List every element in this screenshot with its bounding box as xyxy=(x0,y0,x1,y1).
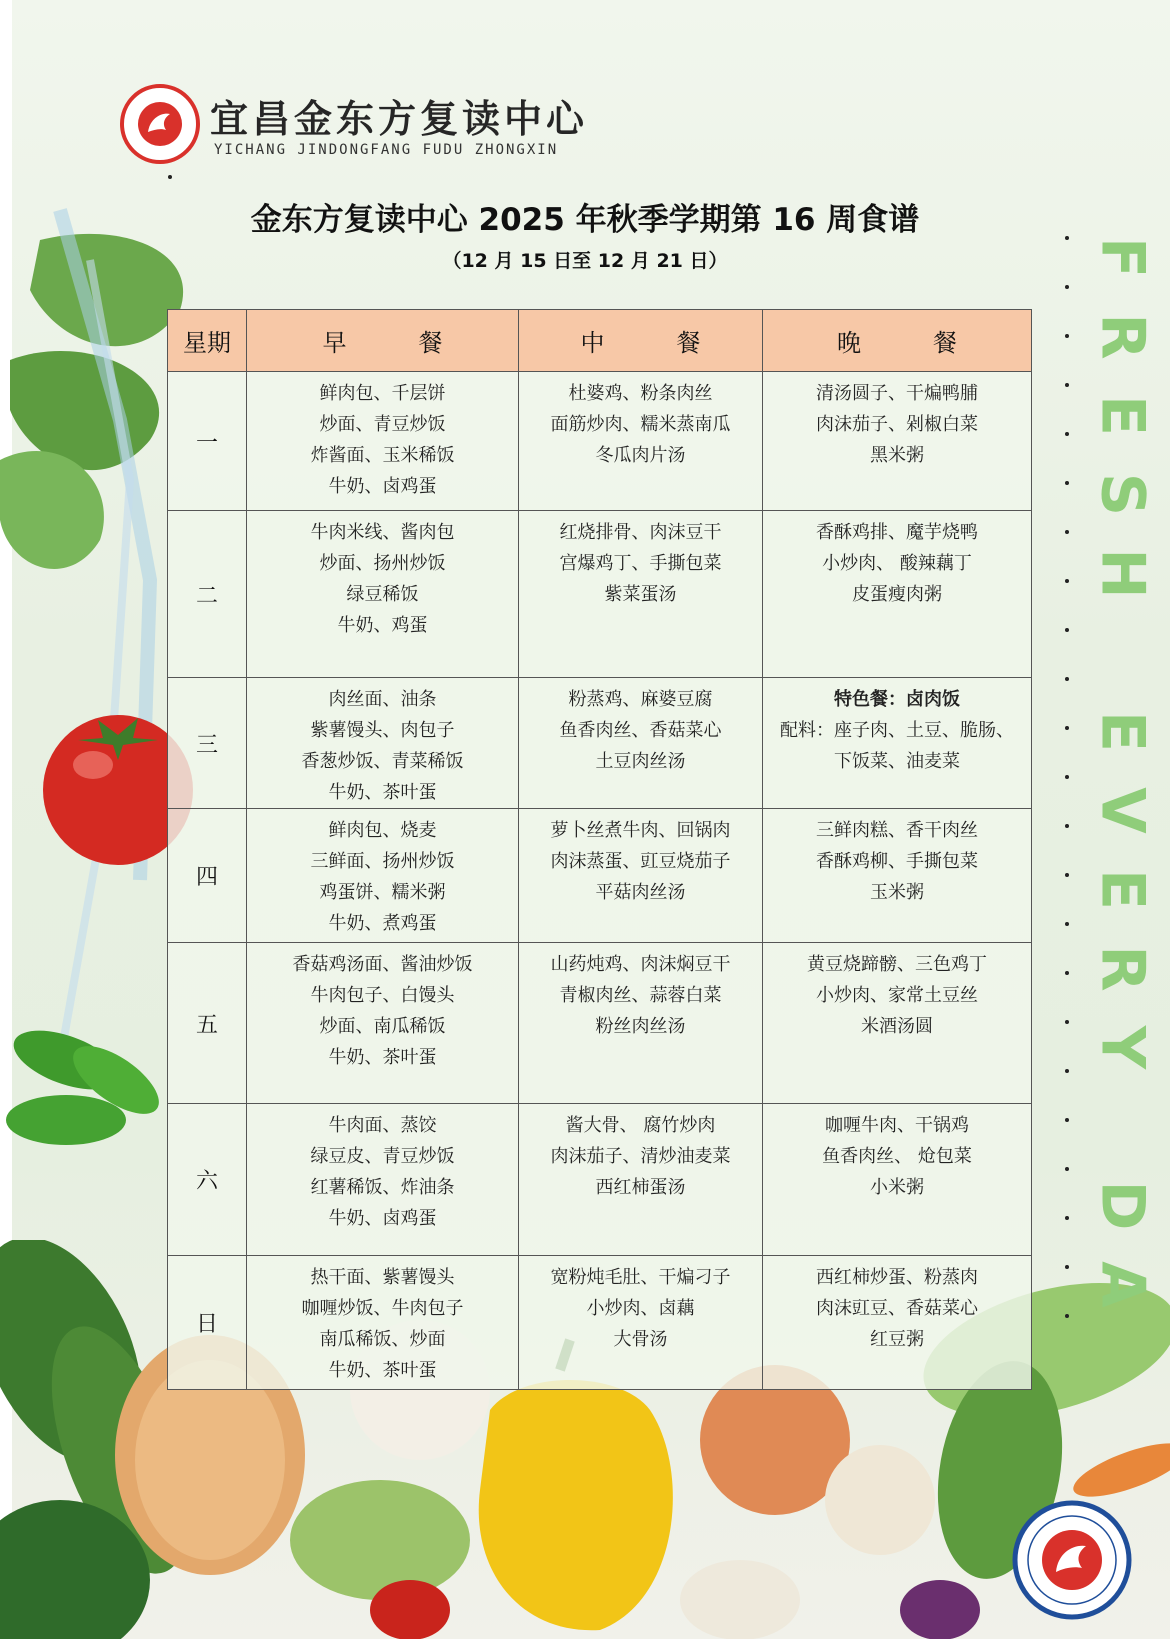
header-dinner: 晚 餐 xyxy=(763,310,1032,372)
dish-line: 三鲜面、扬州炒饭 xyxy=(310,851,455,872)
dish-line: 小炒肉、 酸辣藕丁 xyxy=(822,553,972,574)
dish-line: 牛肉包子、白馒头 xyxy=(310,985,455,1006)
dish-line: 小米粥 xyxy=(870,1177,924,1198)
weekly-menu-table xyxy=(167,309,1032,1390)
dish-line: 炸酱面、玉米稀饭 xyxy=(310,445,455,466)
dish-line: 肉沫茄子、清炒油麦菜 xyxy=(550,1146,731,1167)
table-header-row xyxy=(168,310,1032,372)
side-letter: Y xyxy=(1087,1025,1158,1070)
table-row xyxy=(168,678,1032,809)
dish-line: 大骨汤 xyxy=(613,1329,668,1350)
weekday-cell: 六 xyxy=(168,1104,247,1256)
table-row xyxy=(168,809,1032,943)
dish-line: 山药炖鸡、肉沫焖豆干 xyxy=(550,954,731,975)
dish-line: 炒面、南瓜稀饭 xyxy=(319,1016,446,1037)
dish-line: 三鲜肉糕、香干肉丝 xyxy=(816,820,978,841)
header-lunch: 中 餐 xyxy=(519,310,763,372)
dish-line: 粉丝肉丝汤 xyxy=(595,1016,686,1037)
dish-line: 面筋炒肉、糯米蒸南瓜 xyxy=(550,414,731,435)
dish-line: 牛肉面、蒸饺 xyxy=(328,1115,437,1136)
side-letter: H xyxy=(1087,548,1158,599)
dish-line: 玉米粥 xyxy=(870,882,924,903)
dish-line: 红薯稀饭、炸油条 xyxy=(310,1177,455,1198)
dish-line: 紫薯馒头、肉包子 xyxy=(310,720,455,741)
dinner-cell xyxy=(763,943,1032,1104)
side-letter: E xyxy=(1087,395,1158,436)
dish-line: 绿豆皮、青豆炒饭 xyxy=(310,1146,455,1167)
dish-line: 酱大骨、 腐竹炒肉 xyxy=(565,1115,716,1136)
side-letter: R xyxy=(1087,313,1158,360)
weekday-cell: 一 xyxy=(168,372,247,511)
table-row xyxy=(168,943,1032,1104)
dish-line: 黑米粥 xyxy=(870,445,924,466)
dish-line: 皮蛋瘦肉粥 xyxy=(852,584,942,605)
dish-line: 牛奶、卤鸡蛋 xyxy=(328,1208,437,1229)
special-meal-label: 特色餐：卤肉饭 xyxy=(834,689,960,710)
dish-line: 清汤圆子、干煸鸭脯 xyxy=(816,383,978,404)
page-title: 金东方复读中心 2025 年秋季学期第 16 周食谱 xyxy=(250,202,920,238)
side-letter: S xyxy=(1087,472,1158,517)
dish-line: 咖喱炒饭、牛肉包子 xyxy=(301,1298,464,1319)
education-group-logo xyxy=(1012,1500,1132,1620)
green-pepper-decoration xyxy=(6,1010,176,1160)
breakfast-cell xyxy=(247,1256,519,1390)
dish-line: 下饭菜、油麦菜 xyxy=(834,751,960,772)
side-letter xyxy=(1083,1087,1162,1167)
dinner-cell xyxy=(763,372,1032,511)
dish-line: 香酥鸡柳、手撕包菜 xyxy=(816,851,978,872)
side-letter: V xyxy=(1087,787,1158,834)
dish-line: 小炒肉、家常土豆丝 xyxy=(816,985,978,1006)
dish-line: 青椒肉丝、蒜蓉白菜 xyxy=(559,985,722,1006)
dish-line: 鲜肉包、烧麦 xyxy=(328,820,437,841)
side-letter: D xyxy=(1087,1180,1158,1231)
dinner-cell xyxy=(763,511,1032,678)
weekday-cell: 五 xyxy=(168,943,247,1104)
lunch-cell xyxy=(519,1256,763,1390)
dish-line: 鸡蛋饼、糯米粥 xyxy=(319,882,446,903)
dish-line: 平菇肉丝汤 xyxy=(595,882,686,903)
weekday-cell: 二 xyxy=(168,511,247,678)
dish-line: 牛肉米线、酱肉包 xyxy=(310,522,455,543)
dish-line: 绿豆稀饭 xyxy=(346,584,419,605)
dish-line: 黄豆烧蹄髈、三色鸡丁 xyxy=(807,954,987,975)
dish-line: 香葱炒饭、青菜稀饭 xyxy=(301,751,464,772)
dinner-cell xyxy=(763,809,1032,943)
header-weekday: 星期 xyxy=(168,310,247,372)
brand-name-en: YICHANG JINDONGFANG FUDU ZHONGXIN xyxy=(214,142,559,158)
dish-line: 牛奶、茶叶蛋 xyxy=(328,1360,437,1381)
dish-line: 肉沫蒸蛋、豇豆烧茄子 xyxy=(550,851,731,872)
breakfast-cell xyxy=(247,809,519,943)
side-letter: E xyxy=(1087,711,1158,752)
breakfast-cell xyxy=(247,678,519,809)
dish-line: 牛奶、茶叶蛋 xyxy=(328,1047,437,1068)
breakfast-cell xyxy=(247,943,519,1104)
left-dots xyxy=(168,175,174,224)
table-row xyxy=(168,1256,1032,1390)
weekday-cell: 日 xyxy=(168,1256,247,1390)
breakfast-cell xyxy=(247,1104,519,1256)
dish-line: 炒面、扬州炒饭 xyxy=(319,553,446,574)
date-range: （12 月 15 日至 12 月 21 日） xyxy=(442,250,728,272)
dish-line: 萝卜丝煮牛肉、回锅肉 xyxy=(550,820,731,841)
side-letter: E xyxy=(1087,869,1158,910)
dish-line: 肉丝面、油条 xyxy=(328,689,437,710)
dish-line: 杜婆鸡、粉条肉丝 xyxy=(568,383,713,404)
dish-line: 宫爆鸡丁、手撕包菜 xyxy=(559,553,722,574)
breakfast-cell xyxy=(247,511,519,678)
dish-line: 牛奶、鸡蛋 xyxy=(337,615,428,636)
lunch-cell xyxy=(519,372,763,511)
dish-line: 米酒汤圆 xyxy=(861,1016,933,1037)
dish-line: 咖喱牛肉、干锅鸡 xyxy=(825,1115,969,1136)
dish-line: 红豆粥 xyxy=(870,1329,924,1350)
dish-line: 南瓜稀饭、炒面 xyxy=(319,1329,446,1350)
dish-line: 小炒肉、卤藕 xyxy=(586,1298,695,1319)
table-row xyxy=(168,511,1032,678)
dish-line: 西红柿蛋汤 xyxy=(595,1177,686,1198)
lunch-cell xyxy=(519,678,763,809)
dish-line: 紫菜蛋汤 xyxy=(604,584,677,605)
dish-line: 宽粉炖毛肚、干煸刁子 xyxy=(550,1267,731,1288)
lunch-cell xyxy=(519,511,763,678)
dish-line: 炒面、青豆炒饭 xyxy=(319,414,446,435)
header-breakfast: 早 餐 xyxy=(247,310,519,372)
brand-name-cn: 宜昌金东方复读中心 xyxy=(210,96,589,141)
dish-line: 红烧排骨、肉沫豆干 xyxy=(559,522,722,543)
dish-line: 配料：座子肉、土豆、脆肠、 xyxy=(780,720,1014,741)
dish-line: 西红柿炒蛋、粉蒸肉 xyxy=(816,1267,978,1288)
lunch-cell xyxy=(519,1104,763,1256)
side-fresh-every-day-text xyxy=(1082,218,1162,1468)
breakfast-cell xyxy=(247,372,519,511)
dinner-cell xyxy=(763,678,1032,809)
dinner-cell xyxy=(763,1256,1032,1390)
table-row xyxy=(168,1104,1032,1256)
dish-line: 牛奶、煮鸡蛋 xyxy=(328,913,437,934)
dish-line: 肉沫茄子、剁椒白菜 xyxy=(816,414,978,435)
side-letter: A xyxy=(1087,1261,1158,1308)
lunch-cell xyxy=(519,943,763,1104)
dish-line: 鲜肉包、千层饼 xyxy=(319,383,446,404)
lunch-cell xyxy=(519,809,763,943)
weekday-cell: 三 xyxy=(168,678,247,809)
dish-line: 牛奶、茶叶蛋 xyxy=(328,782,437,803)
weekday-cell: 四 xyxy=(168,809,247,943)
dish-line: 香酥鸡排、魔芋烧鸭 xyxy=(816,522,978,543)
dish-line: 鱼香肉丝、香菇菜心 xyxy=(559,720,722,741)
dish-line: 肉沫豇豆、香菇菜心 xyxy=(816,1298,978,1319)
dish-line: 粉蒸鸡、麻婆豆腐 xyxy=(568,689,713,710)
right-dots xyxy=(1065,236,1071,1363)
dinner-cell xyxy=(763,1104,1032,1256)
side-letter: F xyxy=(1087,237,1158,278)
dish-line: 鱼香肉丝、 炝包菜 xyxy=(822,1146,972,1167)
side-letter xyxy=(1083,613,1162,693)
school-logo xyxy=(120,84,200,164)
dish-line: 热干面、紫薯馒头 xyxy=(310,1267,455,1288)
dish-line: 牛奶、卤鸡蛋 xyxy=(328,476,437,497)
dish-line: 土豆肉丝汤 xyxy=(595,751,686,772)
dish-line: 香菇鸡汤面、酱油炒饭 xyxy=(292,954,473,975)
dish-line: 冬瓜肉片汤 xyxy=(595,445,686,466)
table-row xyxy=(168,372,1032,511)
side-letter: R xyxy=(1087,945,1158,992)
